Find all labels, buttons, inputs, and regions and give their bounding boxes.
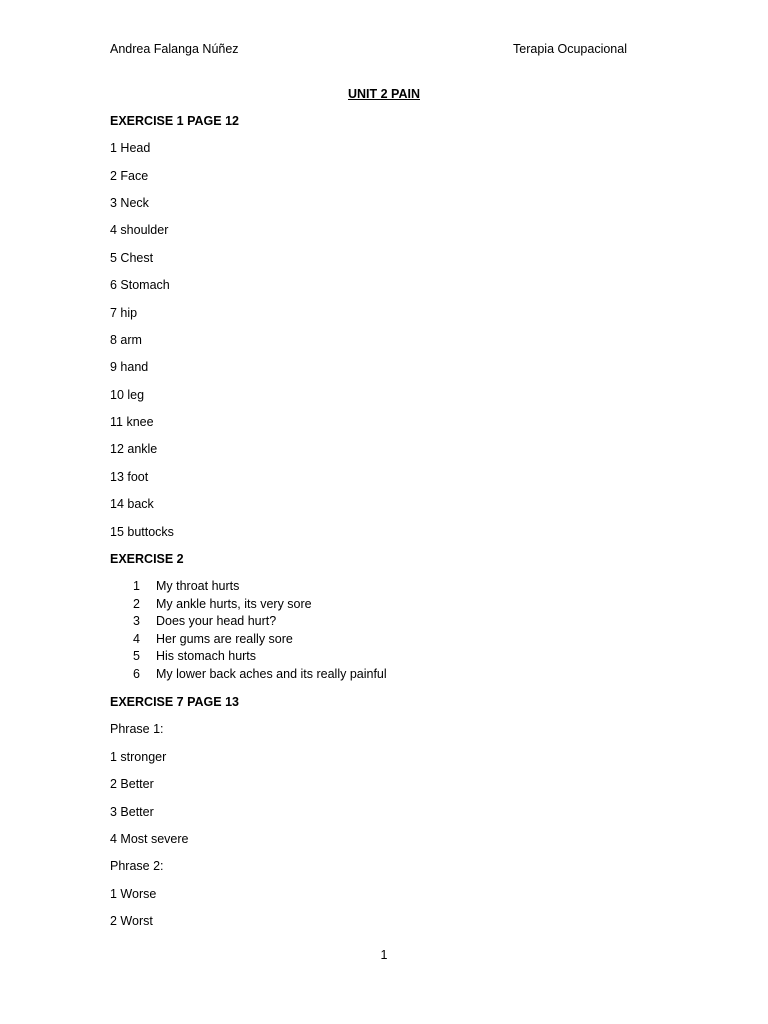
- exercise-2-list: [110, 578, 387, 684]
- phrase-1-label: Phrase 1:: [110, 722, 164, 736]
- page-number: 1: [380, 948, 388, 962]
- course-name: Terapia Ocupacional: [513, 42, 627, 56]
- exercise-1-item: 3 Neck: [110, 196, 149, 210]
- exercise-1-item: 8 arm: [110, 333, 142, 347]
- list-item-text: My throat hurts: [156, 579, 240, 593]
- list-item-number: 1: [133, 579, 140, 593]
- exercise-1-item: 2 Face: [110, 169, 149, 183]
- phrase-1-item: 3 Better: [110, 805, 154, 819]
- phrase-2-item: 1 Worse: [110, 887, 157, 901]
- list-item: [110, 596, 387, 614]
- exercise-1-item: 9 hand: [110, 360, 149, 374]
- list-item-number: 4: [133, 631, 140, 646]
- list-item-text: Her gums are really sore: [156, 631, 293, 646]
- phrase-2-item: 2 Worst: [110, 914, 153, 928]
- list-item: [110, 631, 387, 649]
- exercise-1-item: 5 Chest: [110, 251, 154, 265]
- phrase-1-item: 2 Better: [110, 777, 154, 791]
- list-item-number: 5: [133, 649, 140, 664]
- exercise-1-item: 10 leg: [110, 388, 145, 402]
- exercise-1-item: 13 foot: [110, 470, 149, 484]
- exercise-1-item: 4 shoulder: [110, 223, 169, 237]
- list-item-text: Does your head hurt?: [156, 614, 277, 629]
- exercise-1-item: 14 back: [110, 497, 154, 511]
- phrase-2-label: Phrase 2:: [110, 859, 164, 873]
- list-item-number: 6: [133, 666, 140, 681]
- list-item: [110, 666, 387, 684]
- exercise-1-item: 12 ankle: [110, 442, 158, 456]
- exercise-1-item: 7 hip: [110, 306, 138, 320]
- exercise-1-heading: EXERCISE 1 PAGE 12: [110, 114, 239, 128]
- phrase-1-item: 1 stronger: [110, 750, 167, 764]
- list-item-number: 3: [133, 614, 140, 629]
- exercise-2-heading: EXERCISE 2: [110, 552, 184, 566]
- list-item: [110, 648, 387, 666]
- page-header: [110, 42, 627, 56]
- exercise-1-item: 1 Head: [110, 141, 151, 155]
- list-item-text: My ankle hurts, its very sore: [156, 596, 312, 611]
- list-item-text: His stomach hurts: [156, 649, 257, 664]
- exercise-1-item: 15 buttocks: [110, 525, 174, 539]
- phrase-1-item: 4 Most severe: [110, 832, 189, 846]
- list-item-number: 2: [133, 596, 140, 611]
- exercise-1-item: 11 knee: [110, 415, 154, 429]
- exercise-1-item: 6 Stomach: [110, 278, 170, 292]
- list-item: [110, 613, 387, 631]
- list-item: [110, 578, 387, 596]
- author-name: Andrea Falanga Núñez: [110, 42, 239, 56]
- exercise-7-heading: EXERCISE 7 PAGE 13: [110, 695, 239, 709]
- document-title: UNIT 2 PAIN: [348, 87, 420, 101]
- list-item-text: My lower back aches and its really painful: [156, 666, 387, 681]
